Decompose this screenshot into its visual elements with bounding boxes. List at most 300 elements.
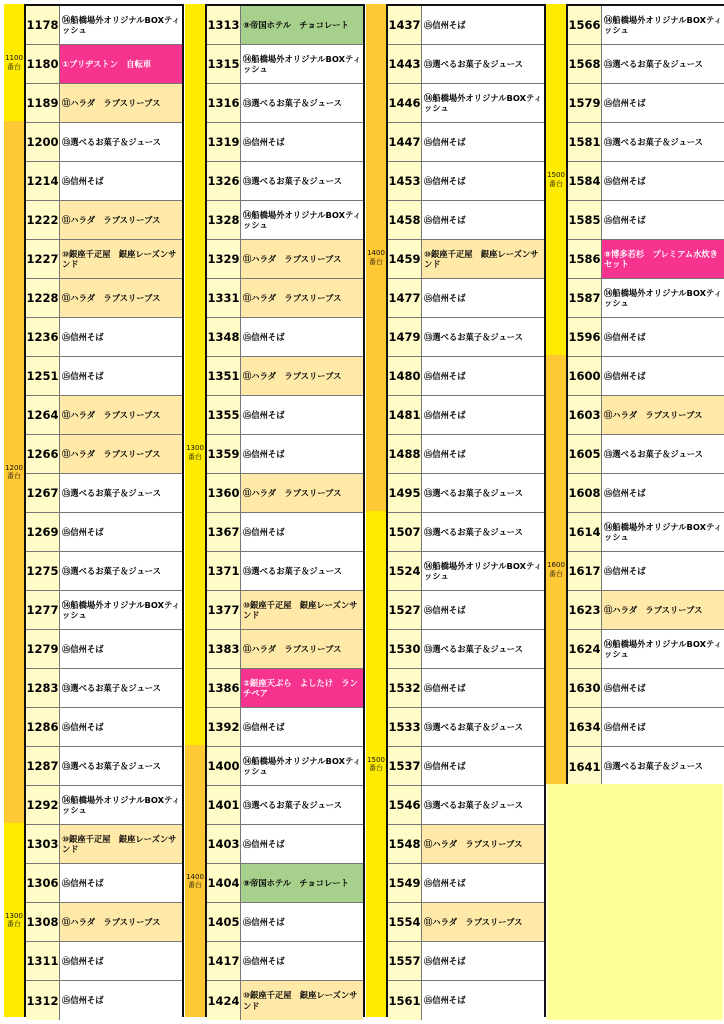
- table-row: [568, 708, 724, 747]
- table-row: [388, 747, 544, 786]
- ticket-number: 1605: [568, 435, 602, 473]
- ticket-number: 1447: [388, 123, 422, 161]
- ticket-number: 1459: [388, 240, 422, 278]
- ticket-number: 1401: [207, 786, 241, 824]
- prize-name: ⑭船橋場外オリジナルBOXティッシュ: [241, 747, 363, 785]
- ticket-number: 1377: [207, 591, 241, 629]
- table-row: [26, 240, 182, 279]
- table-row: [388, 903, 544, 942]
- prize-name: ⑪ハラダ ラブスリーブス: [241, 279, 363, 317]
- table-row: [207, 240, 363, 279]
- prize-name: ⑮信州そば: [422, 201, 544, 239]
- table-row: [568, 513, 724, 552]
- table-row: [388, 84, 544, 123]
- table-row: [26, 45, 182, 84]
- ticket-number: 1477: [388, 279, 422, 317]
- ticket-number: 1417: [207, 942, 241, 980]
- prize-name: ⑪ハラダ ラブスリーブス: [241, 357, 363, 395]
- table-row: [388, 6, 544, 45]
- prize-name: ⑪ハラダ ラブスリーブス: [60, 435, 182, 473]
- prize-name: ⑨帝国ホテル チョコレート: [241, 864, 363, 902]
- table-row: [388, 591, 544, 630]
- table-row: [207, 942, 363, 981]
- prize-name: ②銀座天ぷら よしたけ ランチペア: [241, 669, 363, 707]
- table-row: [388, 396, 544, 435]
- table-row: [26, 552, 182, 591]
- table-row: [26, 591, 182, 630]
- table-row: [207, 903, 363, 942]
- table-row: [568, 318, 724, 357]
- ticket-number: 1392: [207, 708, 241, 746]
- prize-name: ⑪ハラダ ラブスリーブス: [602, 591, 724, 629]
- prize-name: ⑬選べるお菓子＆ジュース: [60, 669, 182, 707]
- number-table: [24, 4, 184, 1017]
- ticket-number: 1481: [388, 396, 422, 434]
- prize-name: ⑬選べるお菓子＆ジュース: [60, 747, 182, 785]
- number-table: [566, 4, 724, 786]
- table-row: [207, 513, 363, 552]
- prize-name: ⑮信州そば: [241, 396, 363, 434]
- prize-name: ⑩銀座千疋屋 銀座レーズンサンド: [60, 240, 182, 278]
- ticket-number: 1329: [207, 240, 241, 278]
- prize-name: ⑭船橋場外オリジナルBOXティッシュ: [241, 45, 363, 83]
- ticket-number: 1251: [26, 357, 60, 395]
- table-row: [568, 669, 724, 708]
- ticket-number: 1586: [568, 240, 602, 278]
- table-row: [388, 864, 544, 903]
- ticket-number: 1568: [568, 45, 602, 83]
- table-row: [388, 240, 544, 279]
- table-row: [568, 396, 724, 435]
- prize-name: ⑭船橋場外オリジナルBOXティッシュ: [602, 513, 724, 551]
- prize-name: ⑮信州そば: [422, 162, 544, 200]
- ticket-number: 1326: [207, 162, 241, 200]
- prize-name: ⑬選べるお菓子＆ジュース: [422, 474, 544, 512]
- table-row: [568, 591, 724, 630]
- prize-name: ⑪ハラダ ラブスリーブス: [60, 903, 182, 941]
- table-row: [207, 474, 363, 513]
- ticket-number: 1236: [26, 318, 60, 356]
- ticket-number: 1351: [207, 357, 241, 395]
- prize-name: ⑪ハラダ ラブスリーブス: [422, 825, 544, 863]
- ticket-number: 1312: [26, 981, 60, 1020]
- ticket-number: 1383: [207, 630, 241, 668]
- prize-name: ⑨帝国ホテル チョコレート: [241, 6, 363, 44]
- ticket-number: 1537: [388, 747, 422, 785]
- prize-name: ⑮信州そば: [602, 201, 724, 239]
- table-row: [26, 435, 182, 474]
- table-row: [26, 981, 182, 1020]
- ticket-number: 1200: [26, 123, 60, 161]
- prize-name: ⑮信州そば: [60, 981, 182, 1020]
- prize-name: ⑬選べるお菓子＆ジュース: [602, 747, 724, 786]
- table-row: [568, 240, 724, 279]
- prize-name: ⑩銀座千疋屋 銀座レーズンサンド: [241, 591, 363, 629]
- prize-name: ⑭船橋場外オリジナルBOXティッシュ: [60, 591, 182, 629]
- ticket-number: 1355: [207, 396, 241, 434]
- ticket-number: 1359: [207, 435, 241, 473]
- ticket-number: 1437: [388, 6, 422, 44]
- table-row: [388, 981, 544, 1020]
- ticket-number: 1584: [568, 162, 602, 200]
- table-row: [207, 45, 363, 84]
- table-row: [388, 708, 544, 747]
- ticket-number: 1367: [207, 513, 241, 551]
- prize-name: ⑭船橋場外オリジナルBOXティッシュ: [60, 6, 182, 44]
- table-row: [207, 591, 363, 630]
- empty-filler-area: [547, 784, 723, 1020]
- table-row: [26, 513, 182, 552]
- number-table: [205, 4, 365, 1017]
- prize-name: ⑪ハラダ ラブスリーブス: [422, 903, 544, 941]
- ticket-number: 1404: [207, 864, 241, 902]
- ticket-number: 1266: [26, 435, 60, 473]
- table-row: [568, 630, 724, 669]
- ticket-number: 1561: [388, 981, 422, 1020]
- prize-name: ⑭船橋場外オリジナルBOXティッシュ: [422, 84, 544, 122]
- prize-name: ⑬選べるお菓子＆ジュース: [241, 84, 363, 122]
- number-table: [386, 4, 546, 1017]
- table-row: [26, 942, 182, 981]
- table-row: [388, 630, 544, 669]
- ticket-number: 1286: [26, 708, 60, 746]
- table-row: [207, 396, 363, 435]
- ticket-number: 1311: [26, 942, 60, 980]
- prize-name: ⑮信州そば: [602, 318, 724, 356]
- range-label: 1400番台: [185, 745, 205, 1017]
- ticket-number: 1287: [26, 747, 60, 785]
- table-row: [568, 162, 724, 201]
- ticket-number: 1180: [26, 45, 60, 83]
- table-row: [26, 864, 182, 903]
- ticket-number: 1548: [388, 825, 422, 863]
- prize-name: ⑮信州そば: [602, 357, 724, 395]
- ticket-number: 1303: [26, 825, 60, 863]
- range-label: 1200番台: [4, 121, 24, 823]
- table-row: [207, 669, 363, 708]
- table-row: [388, 786, 544, 825]
- table-row: [207, 6, 363, 45]
- prize-name: ⑮信州そば: [602, 474, 724, 512]
- table-row: [388, 162, 544, 201]
- table-row: [26, 279, 182, 318]
- ticket-number: 1403: [207, 825, 241, 863]
- table-row: [568, 6, 724, 45]
- table-row: [568, 357, 724, 396]
- table-row: [388, 45, 544, 84]
- ticket-number: 1581: [568, 123, 602, 161]
- ticket-number: 1292: [26, 786, 60, 824]
- prize-name: ⑪ハラダ ラブスリーブス: [60, 84, 182, 122]
- prize-name: ⑮信州そば: [60, 630, 182, 668]
- table-row: [568, 747, 724, 786]
- prize-name: ⑮信州そば: [422, 123, 544, 161]
- ticket-number: 1308: [26, 903, 60, 941]
- table-row: [207, 357, 363, 396]
- ticket-number: 1596: [568, 318, 602, 356]
- prize-name: ⑩銀座千疋屋 銀座レーズンサンド: [60, 825, 182, 863]
- table-row: [207, 201, 363, 240]
- table-row: [26, 669, 182, 708]
- range-label: [185, 4, 205, 160]
- ticket-number: 1269: [26, 513, 60, 551]
- prize-name: ⑭船橋場外オリジナルBOXティッシュ: [602, 6, 724, 44]
- prize-name: ⑮信州そば: [422, 396, 544, 434]
- ticket-number: 1480: [388, 357, 422, 395]
- table-row: [568, 201, 724, 240]
- table-row: [388, 669, 544, 708]
- range-label: 1100番台: [4, 4, 24, 121]
- ticket-number: 1222: [26, 201, 60, 239]
- table-row: [568, 45, 724, 84]
- ticket-number: 1360: [207, 474, 241, 512]
- ticket-number: 1228: [26, 279, 60, 317]
- ticket-number: 1530: [388, 630, 422, 668]
- ticket-number: 1603: [568, 396, 602, 434]
- prize-name: ⑬選べるお菓子＆ジュース: [422, 513, 544, 551]
- ticket-number: 1557: [388, 942, 422, 980]
- prize-name: ⑪ハラダ ラブスリーブス: [602, 396, 724, 434]
- prize-name: ⑮信州そば: [60, 708, 182, 746]
- ticket-number: 1264: [26, 396, 60, 434]
- prize-name: ⑩銀座千疋屋 銀座レーズンサンド: [241, 981, 363, 1020]
- prize-name: ⑭船橋場外オリジナルBOXティッシュ: [422, 552, 544, 590]
- prize-name: ⑪ハラダ ラブスリーブス: [60, 279, 182, 317]
- table-row: [388, 474, 544, 513]
- ticket-number: 1267: [26, 474, 60, 512]
- table-row: [207, 786, 363, 825]
- prize-name: ⑮信州そば: [422, 942, 544, 980]
- ticket-number: 1623: [568, 591, 602, 629]
- prize-name: ⑮信州そば: [241, 942, 363, 980]
- table-row: [207, 864, 363, 903]
- range-label: 1500番台: [366, 511, 386, 1017]
- range-label: 1300番台: [185, 160, 205, 745]
- table-row: [388, 201, 544, 240]
- ticket-number: 1488: [388, 435, 422, 473]
- prize-name: ⑮信州そば: [422, 6, 544, 44]
- ticket-number: 1279: [26, 630, 60, 668]
- prize-name: ⑬選べるお菓子＆ジュース: [241, 552, 363, 590]
- ticket-number: 1386: [207, 669, 241, 707]
- table-row: [207, 279, 363, 318]
- table-row: [207, 162, 363, 201]
- ticket-number: 1446: [388, 84, 422, 122]
- ticket-number: 1524: [388, 552, 422, 590]
- range-label: 1600番台: [546, 355, 566, 784]
- prize-name: ⑬選べるお菓子＆ジュース: [60, 474, 182, 512]
- prize-name: ⑪ハラダ ラブスリーブス: [60, 396, 182, 434]
- column-2: [185, 4, 366, 1017]
- table-row: [388, 942, 544, 981]
- range-label: 1300番台: [4, 823, 24, 1017]
- prize-name: ⑭船橋場外オリジナルBOXティッシュ: [241, 201, 363, 239]
- prize-name: ⑮信州そば: [602, 84, 724, 122]
- table-row: [388, 123, 544, 162]
- table-row: [207, 318, 363, 357]
- prize-name: ⑬選べるお菓子＆ジュース: [602, 435, 724, 473]
- range-label: 1500番台: [546, 4, 566, 355]
- ticket-number: 1479: [388, 318, 422, 356]
- ticket-number: 1630: [568, 669, 602, 707]
- ticket-number: 1507: [388, 513, 422, 551]
- prize-name: ⑮信州そば: [241, 318, 363, 356]
- ticket-number: 1313: [207, 6, 241, 44]
- column-3: [366, 4, 547, 1017]
- prize-name: ⑬選べるお菓子＆ジュース: [422, 45, 544, 83]
- prize-name: ⑭船橋場外オリジナルBOXティッシュ: [60, 786, 182, 824]
- table-row: [388, 357, 544, 396]
- prize-name: ⑬選べるお菓子＆ジュース: [422, 708, 544, 746]
- ticket-number: 1614: [568, 513, 602, 551]
- ticket-number: 1532: [388, 669, 422, 707]
- table-row: [26, 318, 182, 357]
- prize-name: ⑮信州そば: [60, 318, 182, 356]
- table-row: [568, 474, 724, 513]
- table-row: [26, 825, 182, 864]
- ticket-number: 1546: [388, 786, 422, 824]
- prize-name: ⑮信州そば: [60, 864, 182, 902]
- table-row: [26, 630, 182, 669]
- ticket-number: 1608: [568, 474, 602, 512]
- table-row: [26, 747, 182, 786]
- prize-name: ⑮信州そば: [602, 669, 724, 707]
- ticket-number: 1533: [388, 708, 422, 746]
- ticket-number: 1405: [207, 903, 241, 941]
- ticket-number: 1453: [388, 162, 422, 200]
- ticket-number: 1634: [568, 708, 602, 746]
- ticket-number: 1527: [388, 591, 422, 629]
- ticket-number: 1214: [26, 162, 60, 200]
- table-row: [388, 513, 544, 552]
- prize-name: ⑮信州そば: [602, 162, 724, 200]
- table-row: [207, 708, 363, 747]
- ticket-number: 1617: [568, 552, 602, 590]
- table-row: [26, 903, 182, 942]
- ticket-number: 1579: [568, 84, 602, 122]
- table-row: [26, 6, 182, 45]
- ticket-number: 1283: [26, 669, 60, 707]
- table-row: [207, 84, 363, 123]
- prize-name: ⑩銀座千疋屋 銀座レーズンサンド: [422, 240, 544, 278]
- table-row: [207, 825, 363, 864]
- table-row: [568, 435, 724, 474]
- ticket-number: 1277: [26, 591, 60, 629]
- prize-name: ⑮信州そば: [241, 903, 363, 941]
- prize-name: ⑬選べるお菓子＆ジュース: [602, 123, 724, 161]
- prize-name: ⑮信州そば: [60, 513, 182, 551]
- table-row: [26, 357, 182, 396]
- ticket-number: 1189: [26, 84, 60, 122]
- table-row: [26, 786, 182, 825]
- ticket-number: 1227: [26, 240, 60, 278]
- prize-name: ⑮信州そば: [602, 552, 724, 590]
- ticket-number: 1319: [207, 123, 241, 161]
- prize-name: ⑮信州そば: [422, 981, 544, 1020]
- prize-name: ⑮信州そば: [422, 357, 544, 395]
- prize-name: ⑪ハラダ ラブスリーブス: [241, 630, 363, 668]
- prize-name: ⑮信州そば: [60, 942, 182, 980]
- prize-name: ⑬選べるお菓子＆ジュース: [422, 630, 544, 668]
- ticket-number: 1328: [207, 201, 241, 239]
- table-row: [26, 396, 182, 435]
- prize-name: ⑮信州そば: [422, 435, 544, 473]
- prize-name: ⑪ハラダ ラブスリーブス: [241, 474, 363, 512]
- prize-name: ⑮信州そば: [60, 357, 182, 395]
- ticket-number: 1348: [207, 318, 241, 356]
- prize-name: ⑮信州そば: [60, 162, 182, 200]
- table-row: [207, 435, 363, 474]
- prize-name: ⑬選べるお菓子＆ジュース: [602, 45, 724, 83]
- ticket-number: 1600: [568, 357, 602, 395]
- table-row: [26, 123, 182, 162]
- ticket-number: 1641: [568, 747, 602, 786]
- ticket-number: 1624: [568, 630, 602, 668]
- ticket-number: 1315: [207, 45, 241, 83]
- prize-name: ⑮信州そば: [422, 279, 544, 317]
- prize-name: ⑬選べるお菓子＆ジュース: [241, 162, 363, 200]
- ticket-number: 1424: [207, 981, 241, 1020]
- table-row: [26, 708, 182, 747]
- table-row: [568, 279, 724, 318]
- ticket-number: 1275: [26, 552, 60, 590]
- ticket-number: 1371: [207, 552, 241, 590]
- table-row: [207, 630, 363, 669]
- prize-name: ⑮信州そば: [422, 591, 544, 629]
- ticket-number: 1306: [26, 864, 60, 902]
- table-row: [388, 435, 544, 474]
- ticket-number: 1443: [388, 45, 422, 83]
- table-row: [568, 123, 724, 162]
- ticket-number: 1495: [388, 474, 422, 512]
- prize-name: ⑭船橋場外オリジナルBOXティッシュ: [602, 630, 724, 668]
- ticket-number: 1331: [207, 279, 241, 317]
- table-row: [26, 474, 182, 513]
- range-label: 1400番台: [366, 4, 386, 511]
- ticket-number: 1554: [388, 903, 422, 941]
- prize-name: ⑮信州そば: [241, 513, 363, 551]
- prize-name: ⑪ハラダ ラブスリーブス: [241, 240, 363, 278]
- table-row: [26, 162, 182, 201]
- prize-name: ⑮信州そば: [422, 747, 544, 785]
- table-row: [388, 552, 544, 591]
- prize-name: ⑬選べるお菓子＆ジュース: [422, 318, 544, 356]
- prize-name: ⑮信州そば: [602, 708, 724, 746]
- table-row: [388, 279, 544, 318]
- prize-name: ⑪ハラダ ラブスリーブス: [60, 201, 182, 239]
- table-row: [568, 84, 724, 123]
- column-1: [4, 4, 185, 1017]
- table-row: [207, 552, 363, 591]
- table-row: [207, 981, 363, 1020]
- ticket-number: 1400: [207, 747, 241, 785]
- ticket-number: 1178: [26, 6, 60, 44]
- ticket-number: 1316: [207, 84, 241, 122]
- ticket-number: 1587: [568, 279, 602, 317]
- table-row: [26, 84, 182, 123]
- table-row: [26, 201, 182, 240]
- table-row: [207, 123, 363, 162]
- prize-name: ⑮信州そば: [241, 825, 363, 863]
- prize-name: ⑮信州そば: [422, 864, 544, 902]
- prize-name: ⑬選べるお菓子＆ジュース: [241, 786, 363, 824]
- table-row: [568, 552, 724, 591]
- ticket-number: 1585: [568, 201, 602, 239]
- ticket-number: 1549: [388, 864, 422, 902]
- prize-name: ⑬選べるお菓子＆ジュース: [60, 552, 182, 590]
- prize-name: ⑬選べるお菓子＆ジュース: [60, 123, 182, 161]
- prize-name: ⑮信州そば: [422, 669, 544, 707]
